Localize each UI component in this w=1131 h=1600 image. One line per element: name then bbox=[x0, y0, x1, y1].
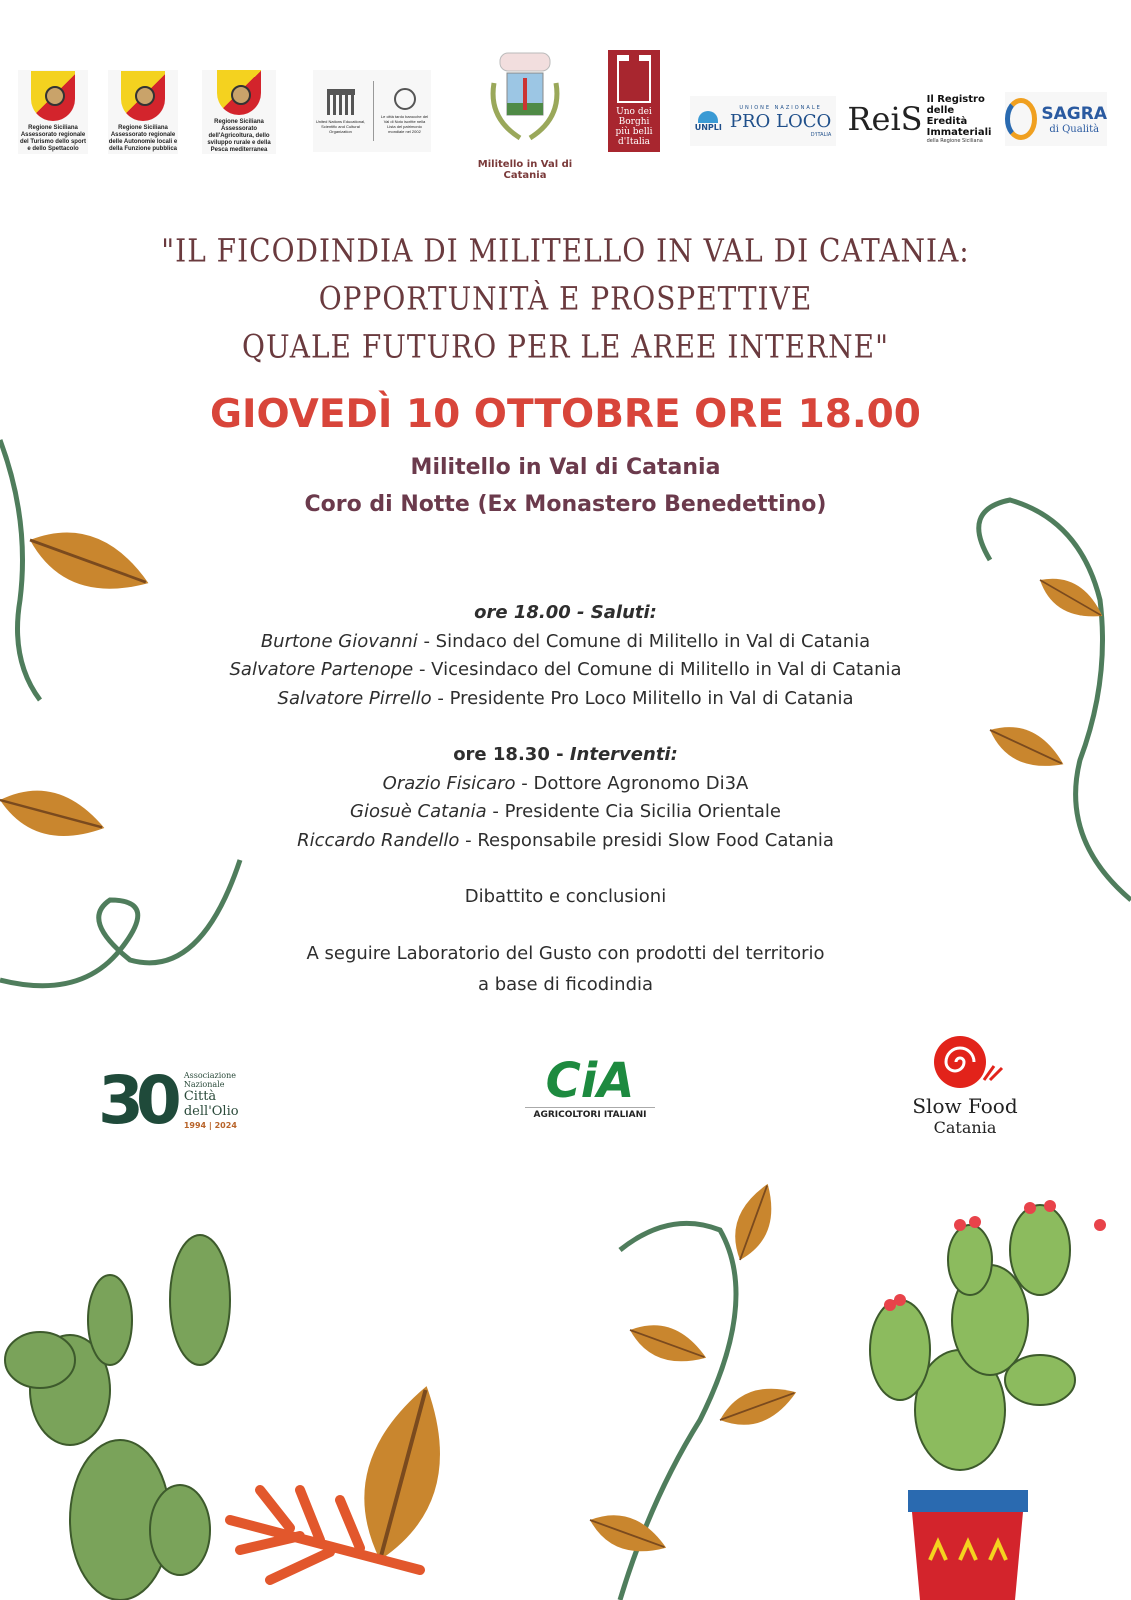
venue-city: Militello in Val di Catania bbox=[410, 455, 721, 480]
venue-location: Coro di Notte (Ex Monastero Benedettino) bbox=[304, 492, 827, 517]
program-item: Orazio Fisicaro - Dottore Agronomo Di3A bbox=[382, 772, 749, 794]
logo-slowfood: Slow Food Catania bbox=[900, 1030, 1030, 1137]
logo-unesco: United Nations Educational, Scientific and Cultural Organization Le città tardo barocche del Val di Noto iscritte nella Lista del patrimonio mondiale nel 2002 bbox=[313, 70, 431, 152]
cactus-pot bbox=[908, 1490, 1028, 1600]
logo-reis: ReiS Il Registro delle Eredità Immateriali della Regione Siciliana bbox=[847, 94, 992, 144]
program-item: Salvatore Partenope - Vicesindaco del Comune di Militello in Val di Catania bbox=[229, 659, 902, 680]
leaf-icon bbox=[725, 1178, 782, 1265]
leaf-icon bbox=[346, 1377, 460, 1569]
leaf-icon bbox=[625, 1315, 712, 1372]
cactus-right bbox=[870, 1205, 1075, 1470]
leaf-icon bbox=[22, 517, 157, 606]
leaf-icon bbox=[715, 1377, 802, 1434]
logo-proloco: UNPLI UNIONE NAZIONALE PRO LOCO D'ITALIA bbox=[690, 96, 836, 146]
leaf-icon bbox=[0, 780, 110, 849]
leaf-icon bbox=[585, 1505, 672, 1562]
saluti-heading: ore 18.00 - Saluti: bbox=[474, 602, 657, 623]
program-item: Riccardo Randello - Responsabile presidi Slow Food Catania bbox=[297, 829, 834, 851]
laboratorio-line-2: a base di ficodindia bbox=[477, 974, 654, 995]
program-item: Salvatore Pirrello - Presidente Pro Loco Militello in Val di Catania bbox=[277, 687, 854, 709]
program-item: Burtone Giovanni - Sindaco del Comune di Militello in Val di Catania bbox=[260, 630, 871, 652]
logo-regione-autonomie: Regione Siciliana Assessorato regionale delle Autonomie locali e della Funzione pubblica bbox=[108, 70, 178, 154]
logo-sagra: SAGRA di Qualità bbox=[1005, 92, 1107, 146]
logo-militello-crest: Militello in Val di Catania bbox=[465, 48, 585, 173]
logo-cia: CiA AGRICOLTORI ITALIANI bbox=[525, 1055, 655, 1120]
logo-regione-turismo: Regione Siciliana Assessorato regionale del Turismo dello sport e dello Spettacolo bbox=[18, 70, 88, 154]
dibattito: Dibattito e conclusioni bbox=[464, 886, 667, 907]
event-date: GIOVEDÌ 10 OTTOBRE ORE 18.00 bbox=[210, 392, 921, 437]
logo-citta-olio: 30 Associazione Nazionale Città dell'Olio 1994 | 2024 bbox=[98, 1061, 239, 1139]
logo-regione-agricoltura: Regione Siciliana Assessorato dell'Agricoltura, dello sviluppo rurale e della Pesca mediterranea bbox=[202, 70, 276, 154]
event-title-line-1: "IL FICODINDIA DI MILITELLO IN VAL DI CATANIA: bbox=[161, 231, 970, 270]
laboratorio-line-1: A seguire Laboratorio del Gusto con prodotti del territorio bbox=[306, 942, 825, 964]
interventi-heading: ore 18.30 - Interventi: bbox=[453, 744, 678, 765]
event-title-line-2: OPPORTUNITÀ E PROSPETTIVE bbox=[318, 279, 813, 318]
leaf-icon bbox=[983, 716, 1070, 779]
logo-borghi: Uno dei Borghi più belli d'Italia bbox=[608, 50, 660, 152]
event-title-line-3: QUALE FUTURO PER LE AREE INTERNE" bbox=[242, 327, 889, 366]
program-item: Giosuè Catania - Presidente Cia Sicilia Orientale bbox=[350, 801, 781, 822]
cactus-left bbox=[5, 1235, 230, 1600]
